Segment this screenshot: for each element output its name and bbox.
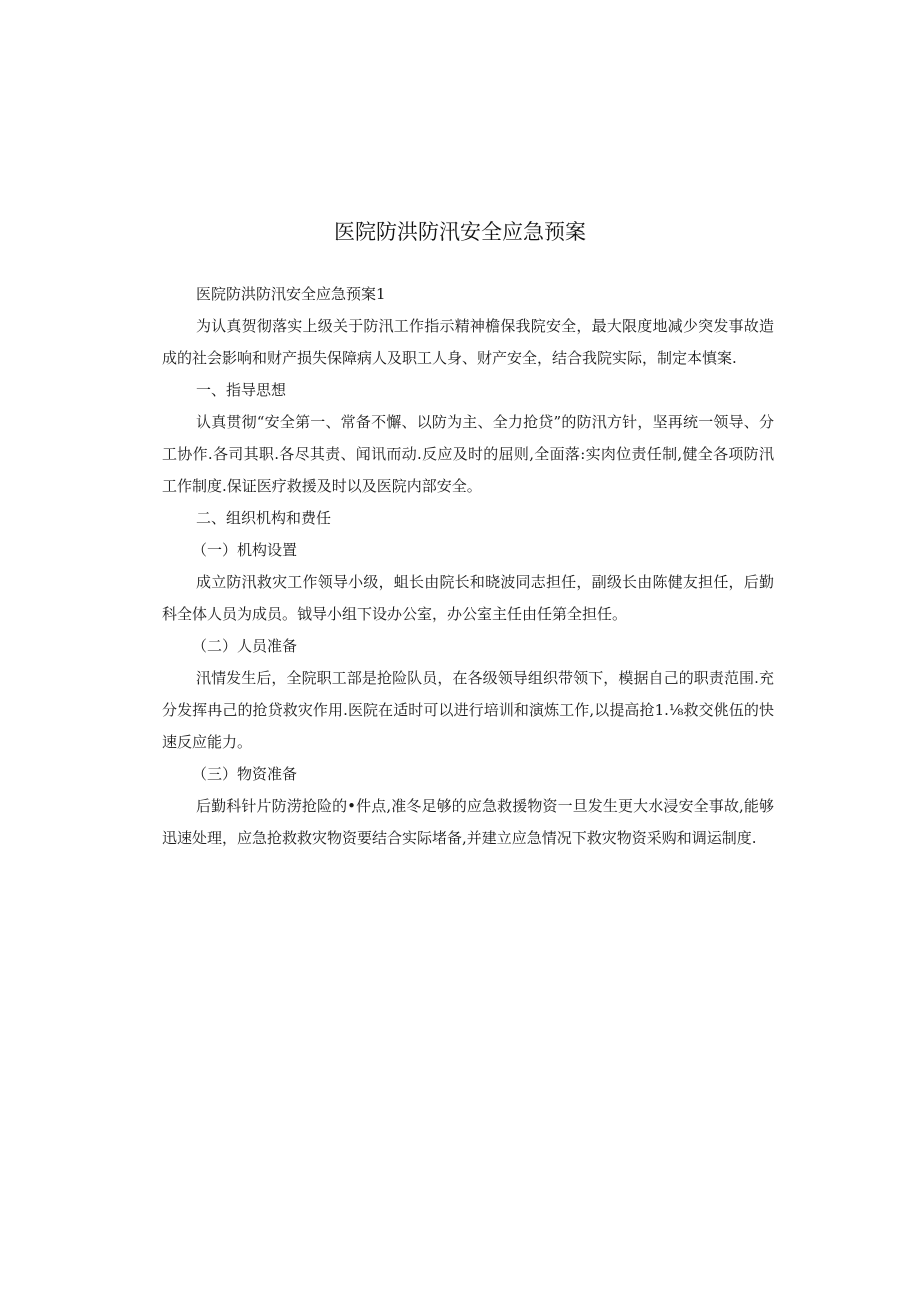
subheading-org-setup: （一）机构设置: [192, 541, 298, 559]
guiding-ideology-paragraph: 认真贯彻“安全第一、常备不懈、以防为主、全力抢贷”的防汛方针，坚再统一领导、分工协作.各司其职.各尽其责、闻讯而动.反应及时的屈则,全面落:实肉位责任制,健全各项防汛工作制度.保证医疗救援及时以及医院内部安全。: [162, 413, 774, 495]
document-body: [162, 278, 774, 854]
subheading-materials: （三）物资准备: [192, 765, 298, 783]
section-heading-plan-1: 医院防洪防汛安全应急预案1: [196, 285, 386, 303]
document-title: 医院防洪防汛安全应急预案: [334, 220, 586, 244]
section-heading-organization: 二、组织机构和费任: [196, 509, 332, 527]
subheading-personnel: （二）人员准备: [192, 637, 298, 655]
personnel-paragraph: 汛情发生后，全院职工部是抢险队员，在各级领导组织带领下，模据自己的职责范围.充分发挥冉己的抢贷救灾作用.医院在适时可以进行培训和演炼工作,以提高抢1.⅛救交佻伍的快速反应能力。: [162, 669, 774, 751]
section-heading-guiding-ideology: 一、指导思想: [196, 381, 287, 399]
org-setup-paragraph: 成立防汛救灾工作领导小级，蛆长由院长和晓波同志担任，副级长由陈健友担任，后勤科全体人员为成员。钺导小组下设办公室，办公室主任由任第全担任。: [162, 573, 774, 623]
materials-paragraph: 后勤科针片防涝抢险的•件点,准冬足够的应急救援物资一旦发生更大水浸安全事故,能够迅速处理，应急抢救救灾物资要结合实际堵备,并建立应急情况下救灾物资采购和调运制度.: [162, 797, 774, 847]
intro-paragraph: 为认真贺彻落实上级关于防汛工作指示精神檐保我院安全，最大限度地减少突发事故造成的社会影响和财产损失保障病人及职工人身、财产安全，结合我院实际，制定本慎案.: [162, 317, 774, 367]
